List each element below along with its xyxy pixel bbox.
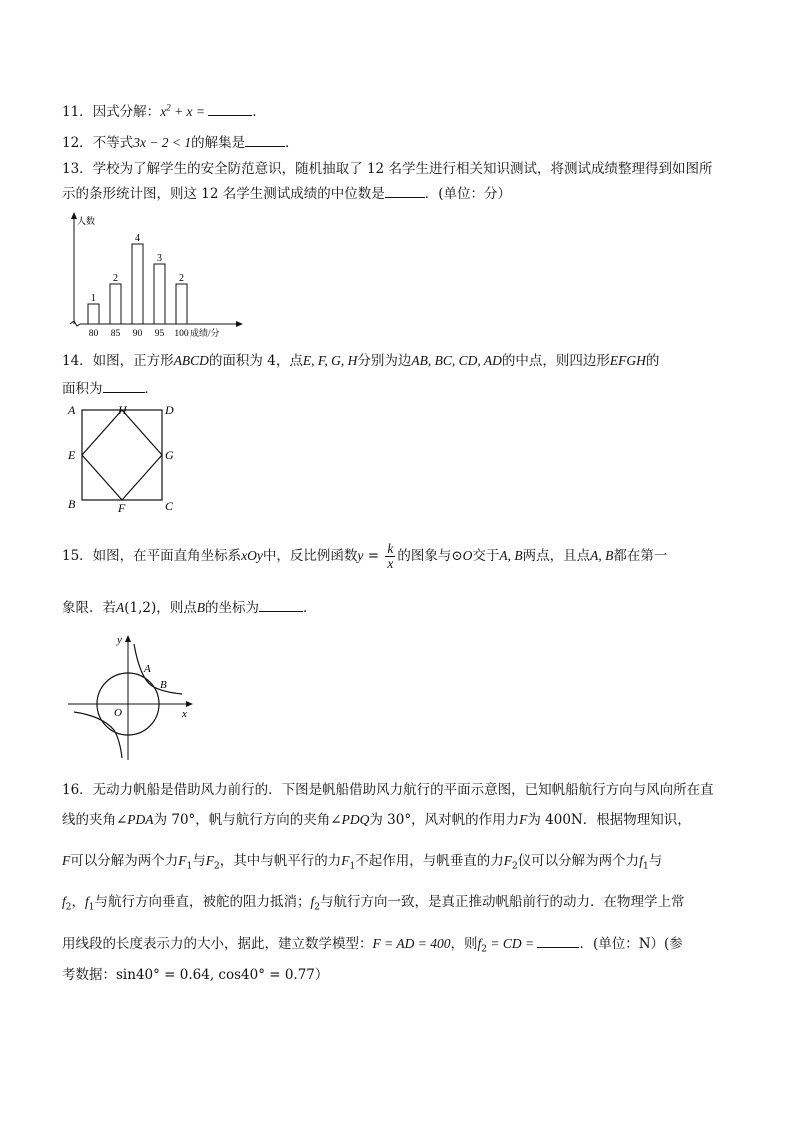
tick-label-80: 80 — [88, 329, 99, 339]
data-label-85: 2 — [113, 273, 118, 284]
x-axis-label: 成绩/分 — [190, 328, 220, 338]
answer-blank[interactable] — [208, 102, 252, 116]
x-axis-arrow — [236, 321, 243, 327]
bar-85 — [110, 284, 121, 324]
data-label-100: 2 — [179, 273, 184, 284]
question-14-line1: 14．如图，正方形ABCD的面积为 4，点E, F, G, H分别为边AB, BC, CD, AD的中点，则四边形EFGH的 — [62, 353, 660, 369]
data-label-95: 3 — [157, 253, 162, 264]
label-b: B — [160, 679, 167, 691]
answer-blank[interactable] — [245, 133, 285, 147]
question-16-line3: F可以分解为两个力$F_1$与$F_2$，其中与帆平行的力$F_1$不起作用，与帆垂直的力$F_2$仪可以分解为两个力$f_1$与 — [62, 853, 663, 872]
label-d: D — [165, 403, 174, 417]
label-f: F — [118, 501, 126, 514]
question-16-line4: $f_2$，$f_1$与航行方向垂直，被舵的阻力抵消；$f_2$与航行方向一致，是真正推动帆船前行的动力．在物理学上常 — [62, 894, 685, 913]
question-16-line6: 考数据：sin40° = 0.64, cos40° = 0.77） — [62, 967, 329, 983]
bar-95 — [154, 264, 165, 324]
answer-blank[interactable] — [537, 934, 579, 948]
bars — [88, 233, 189, 339]
x-axis-arrow — [186, 701, 193, 707]
y-axis-label: 人数 — [77, 216, 96, 226]
question-15-line1: 15．如图，在平面直角坐标系xOy中，反比例函数y = $\frac{k}{x}$ 的图象与⊙O交于A, B两点，且点A, B都在第一 — [62, 541, 668, 571]
question-16-line2: 线的夹角∠PDA为 70°，帆与航行方向的夹角∠PDQ为 30°，风对帆的作用力F为 400N．根据物理知识， — [62, 812, 691, 828]
label-g: G — [165, 448, 174, 462]
label-a: A — [144, 663, 151, 675]
label-b: B — [68, 497, 76, 511]
axis-break — [70, 321, 80, 326]
label-c: C — [165, 499, 174, 513]
bar-80 — [88, 304, 99, 324]
label-x: x — [182, 708, 187, 720]
data-label-80: 1 — [91, 293, 96, 304]
tick-label-85: 85 — [110, 329, 121, 339]
answer-blank[interactable] — [259, 598, 303, 612]
question-13-line1: 13．学校为了解学生的安全防范意识，随机抽取了 12 名学生进行相关知识测试，将测试成绩整理得到如图所 — [62, 161, 713, 177]
question-11: 11．因式分解：$x^2 + x$ = ． — [62, 102, 266, 120]
question-15-line2: 象限．若A(1,2)，则点B的坐标为 ． — [62, 600, 317, 616]
label-h: H — [118, 403, 127, 417]
bar-100 — [176, 284, 187, 324]
question-12: 12．不等式3x − 2 < 1的解集是 ． — [62, 135, 299, 151]
coordinate-figure — [64, 630, 200, 762]
data-label-90: 4 — [135, 233, 140, 244]
tick-label-90: 90 — [132, 329, 143, 339]
label-y: y — [117, 634, 122, 646]
square-abcd — [82, 410, 162, 500]
bar-chart — [66, 212, 246, 342]
fraction-k-over-x: $\frac{k}{x}$ — [387, 541, 394, 571]
square-figure — [64, 402, 184, 514]
label-o: O — [114, 707, 122, 719]
label-a: A — [68, 403, 76, 417]
quad-efgh — [82, 410, 162, 500]
answer-blank[interactable] — [385, 184, 425, 198]
bar-90 — [132, 244, 143, 324]
question-16-line1: 16．无动力帆船是借助风力前行的．下图是帆船借助风力航行的平面示意图，已知帆船航行方向与风向所在直 — [62, 782, 714, 798]
tick-label-100: 100 — [174, 329, 189, 339]
tick-label-95: 95 — [154, 329, 165, 339]
hyperbola-branch-1 — [134, 644, 182, 694]
y-axis-arrow — [125, 635, 131, 642]
question-16-line5: 用线段的长度表示力的大小，据此，建立数学模型：F = AD = 400，则$f_2$ = CD = ．(单位：N）(参 — [62, 936, 683, 955]
label-e: E — [68, 448, 76, 462]
question-14-line2: 面积为 ． — [62, 381, 158, 397]
question-13-line2: 示的条形统计图，则这 12 名学生测试成绩的中位数是 ．(单位：分） — [62, 186, 512, 202]
answer-blank[interactable] — [103, 379, 145, 393]
